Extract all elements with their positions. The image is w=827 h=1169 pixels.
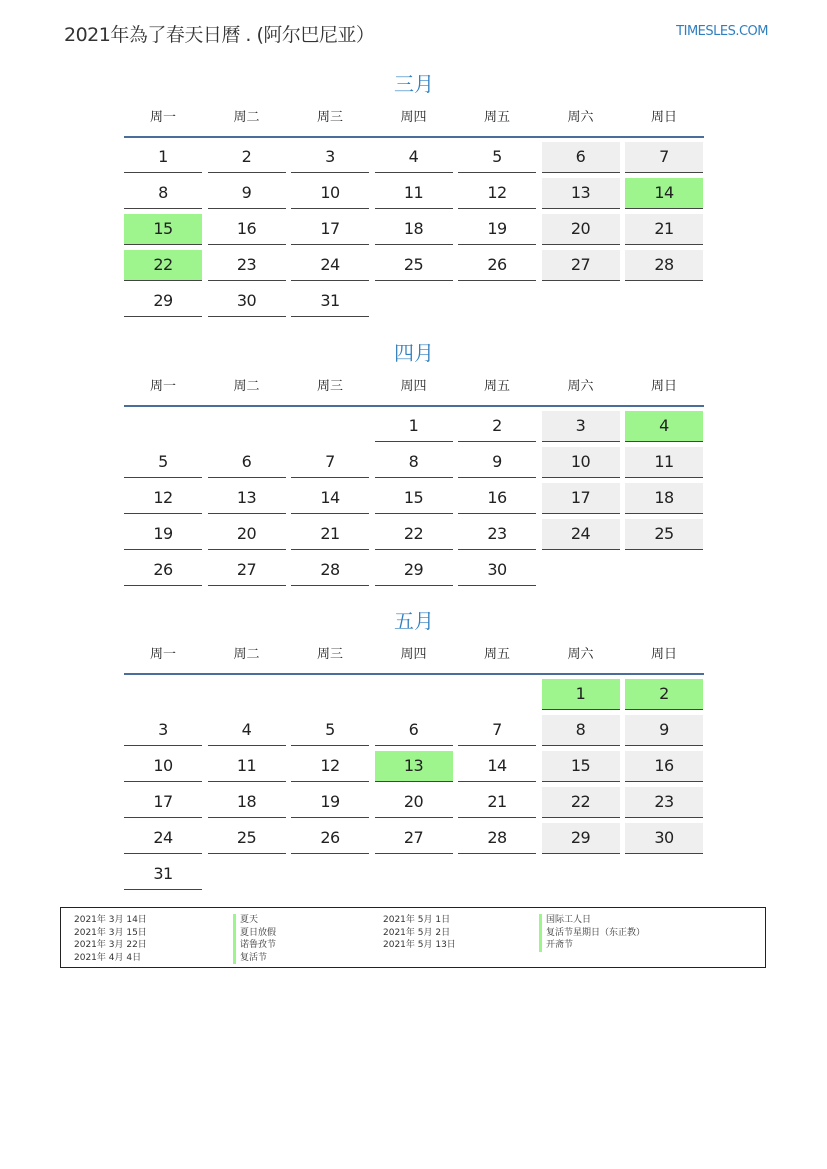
day-cell: 19 — [458, 214, 536, 245]
weekday-label: 周一 — [149, 647, 176, 662]
day-cell: 19 — [291, 787, 369, 818]
weekday-label: 周五 — [483, 379, 510, 394]
day-cell: 2 — [208, 142, 286, 173]
day-cell: 3 — [291, 142, 369, 173]
day-cell: 30 — [458, 555, 536, 586]
day-cell: 10 — [291, 178, 369, 209]
day-cell: 20 — [208, 519, 286, 550]
day-cell: 12 — [124, 483, 202, 514]
legend-dates-right — [383, 914, 456, 952]
day-cell: 24 — [291, 250, 369, 281]
legend-holiday-name: 夏天 — [233, 914, 276, 927]
day-cell: 20 — [375, 787, 453, 818]
day-cell: 10 — [542, 447, 620, 478]
month-may — [124, 608, 704, 883]
day-cell: 24 — [124, 823, 202, 854]
day-cell: 31 — [291, 286, 369, 317]
day-cell: 30 — [208, 286, 286, 317]
day-cell: 10 — [124, 751, 202, 782]
day-cell: 3 — [542, 411, 620, 442]
weekday-label: 周三 — [316, 110, 343, 125]
legend-holiday-name: 诺鲁孜节 — [233, 939, 276, 952]
legend-date: 2021年 5月 13日 — [383, 940, 456, 950]
day-cell-holiday: 4 — [625, 411, 703, 442]
day-cell: 27 — [208, 555, 286, 586]
day-cell: 23 — [458, 519, 536, 550]
day-cell: 18 — [625, 483, 703, 514]
day-cell: 8 — [542, 715, 620, 746]
day-cell: 12 — [291, 751, 369, 782]
day-cell: 11 — [625, 447, 703, 478]
page-title: 2021年為了春天日曆 . (阿尔巴尼亚） — [64, 24, 375, 46]
day-cell: 27 — [375, 823, 453, 854]
day-cell: 22 — [542, 787, 620, 818]
day-cell: 11 — [208, 751, 286, 782]
day-cell: 21 — [625, 214, 703, 245]
day-cell: 12 — [458, 178, 536, 209]
day-cell: 23 — [208, 250, 286, 281]
day-cell: 17 — [542, 483, 620, 514]
legend-holiday-name: 复活节 — [233, 952, 276, 965]
day-cell: 24 — [542, 519, 620, 550]
day-cell: 21 — [291, 519, 369, 550]
day-cell: 18 — [375, 214, 453, 245]
day-cell: 9 — [208, 178, 286, 209]
day-cell: 1 — [124, 142, 202, 173]
weekday-label: 周六 — [567, 379, 594, 394]
day-cell: 6 — [208, 447, 286, 478]
legend-date: 2021年 3月 22日 — [74, 940, 147, 950]
weekday-label: 周日 — [650, 110, 677, 125]
legend-holiday-name: 夏日放假 — [233, 927, 276, 940]
day-cell: 3 — [124, 715, 202, 746]
day-cell: 9 — [458, 447, 536, 478]
day-cell: 6 — [375, 715, 453, 746]
day-cell: 31 — [124, 859, 202, 890]
weekday-label: 周四 — [400, 647, 427, 662]
day-cell: 15 — [542, 751, 620, 782]
month-title: 五月 — [394, 609, 434, 633]
weekday-label: 周日 — [650, 379, 677, 394]
weekday-label: 周六 — [567, 110, 594, 125]
weekday-label: 周六 — [567, 647, 594, 662]
weekday-label: 周三 — [316, 647, 343, 662]
day-cell: 13 — [208, 483, 286, 514]
weekday-label: 周二 — [233, 647, 260, 662]
day-cell: 7 — [625, 142, 703, 173]
month-title: 四月 — [394, 341, 434, 365]
weekday-label: 周一 — [149, 110, 176, 125]
weekday-label: 周一 — [149, 379, 176, 394]
day-cell: 11 — [375, 178, 453, 209]
day-cell: 16 — [458, 483, 536, 514]
holiday-legend — [60, 907, 766, 968]
day-cell: 20 — [542, 214, 620, 245]
day-cell: 8 — [375, 447, 453, 478]
weekday-label: 周五 — [483, 110, 510, 125]
legend-names-right — [539, 914, 645, 952]
legend-holiday-name: 开斋节 — [539, 939, 645, 952]
month-april — [124, 340, 704, 579]
day-cell: 27 — [542, 250, 620, 281]
weekday-header — [124, 643, 704, 675]
day-cell: 25 — [625, 519, 703, 550]
site-link[interactable]: TIMESLES.COM — [676, 24, 768, 39]
page-header — [64, 20, 768, 46]
legend-date: 2021年 5月 2日 — [383, 927, 451, 938]
legend-date: 2021年 3月 15日 — [74, 927, 147, 938]
day-cell: 9 — [625, 715, 703, 746]
day-cell: 29 — [375, 555, 453, 586]
day-cell: 5 — [291, 715, 369, 746]
day-cell: 16 — [625, 751, 703, 782]
day-cell: 8 — [124, 178, 202, 209]
day-cell: 16 — [208, 214, 286, 245]
weekday-label: 周日 — [650, 647, 677, 662]
legend-dates-left — [74, 914, 147, 964]
day-cell: 5 — [124, 447, 202, 478]
day-cell: 26 — [458, 250, 536, 281]
legend-holiday-name: 国际工人日 — [539, 914, 645, 927]
legend-names-left — [233, 914, 276, 964]
day-cell-holiday: 2 — [625, 679, 703, 710]
day-cell: 19 — [124, 519, 202, 550]
day-cell: 17 — [124, 787, 202, 818]
day-cell-holiday: 14 — [625, 178, 703, 209]
month-title: 三月 — [394, 72, 434, 96]
day-cell: 22 — [375, 519, 453, 550]
day-cell: 18 — [208, 787, 286, 818]
month-march — [124, 71, 704, 310]
day-cell: 23 — [625, 787, 703, 818]
day-cell-holiday: 13 — [375, 751, 453, 782]
weekday-label: 周二 — [233, 379, 260, 394]
legend-date: 2021年 4月 4日 — [74, 952, 142, 963]
day-cell: 14 — [458, 751, 536, 782]
day-cell: 15 — [375, 483, 453, 514]
day-cell: 25 — [375, 250, 453, 281]
day-cell: 26 — [291, 823, 369, 854]
day-cell: 13 — [542, 178, 620, 209]
day-cell: 4 — [375, 142, 453, 173]
weekday-label: 周四 — [400, 379, 427, 394]
day-cell: 30 — [625, 823, 703, 854]
day-cell: 7 — [458, 715, 536, 746]
day-cell: 14 — [291, 483, 369, 514]
day-cell: 29 — [124, 286, 202, 317]
weekday-label: 周三 — [316, 379, 343, 394]
weekday-header — [124, 106, 704, 138]
legend-holiday-name: 复活节星期日（东正教） — [539, 927, 645, 940]
day-cell: 2 — [458, 411, 536, 442]
day-cell: 25 — [208, 823, 286, 854]
day-cell-holiday: 15 — [124, 214, 202, 245]
legend-date: 2021年 3月 14日 — [74, 915, 147, 925]
day-cell: 28 — [291, 555, 369, 586]
weekday-label: 周四 — [400, 110, 427, 125]
day-cell-holiday: 1 — [542, 679, 620, 710]
day-cell: 1 — [375, 411, 453, 442]
legend-date: 2021年 5月 1日 — [383, 915, 451, 925]
weekday-label: 周五 — [483, 647, 510, 662]
day-cell: 17 — [291, 214, 369, 245]
day-cell: 7 — [291, 447, 369, 478]
day-cell: 29 — [542, 823, 620, 854]
day-cell: 5 — [458, 142, 536, 173]
day-cell: 28 — [458, 823, 536, 854]
day-cell: 26 — [124, 555, 202, 586]
day-cell: 6 — [542, 142, 620, 173]
weekday-label: 周二 — [233, 110, 260, 125]
weekday-header — [124, 375, 704, 407]
day-cell-holiday: 22 — [124, 250, 202, 281]
day-cell: 28 — [625, 250, 703, 281]
day-cell: 21 — [458, 787, 536, 818]
day-cell: 4 — [208, 715, 286, 746]
